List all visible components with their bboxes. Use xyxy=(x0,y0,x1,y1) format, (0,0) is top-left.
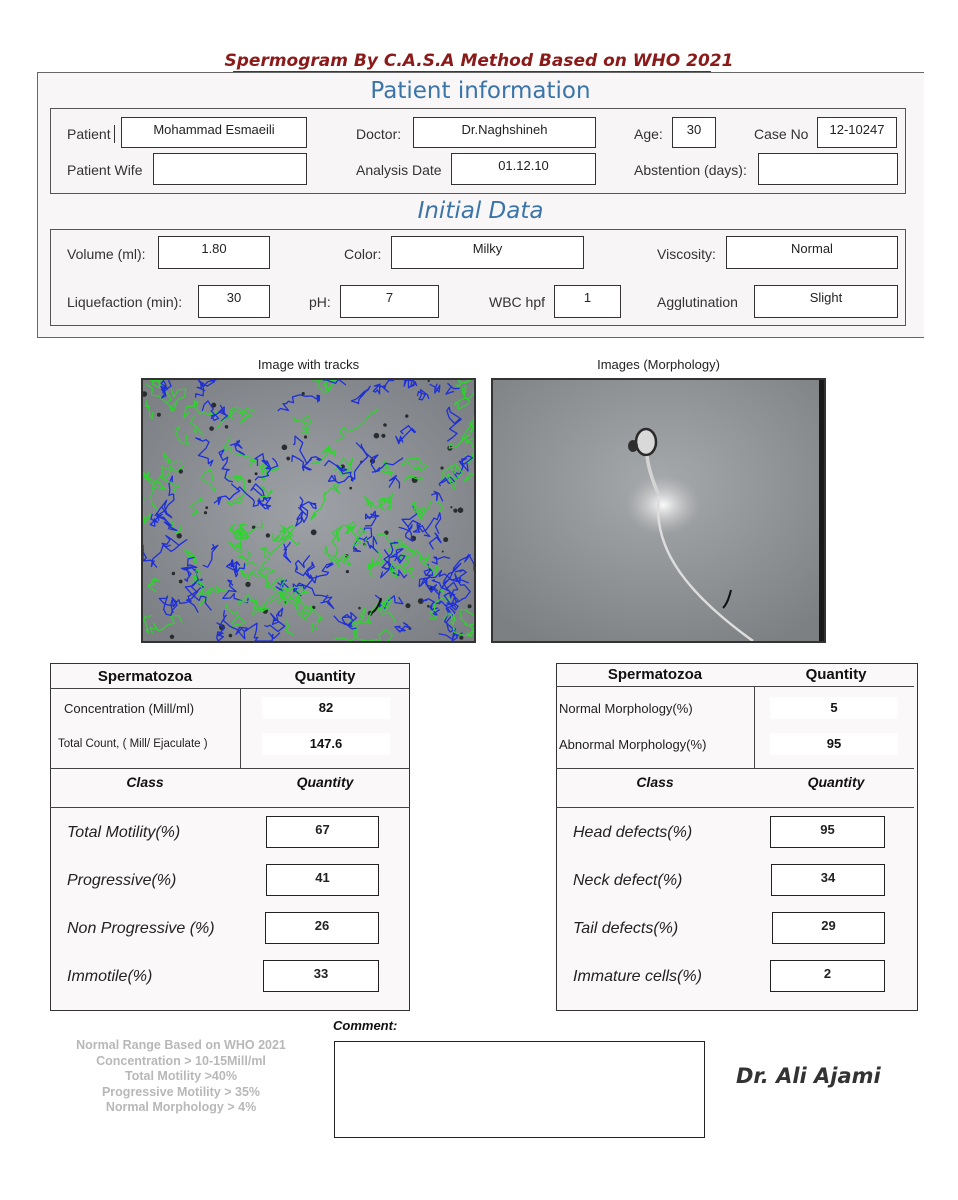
speck xyxy=(229,634,233,638)
liquefaction-label: Liquefaction (min): xyxy=(67,294,183,310)
initial-data-title: Initial Data xyxy=(417,198,544,224)
patient-label: Patient xyxy=(67,126,111,142)
tail-defects-value[interactable]: 29 xyxy=(772,912,885,944)
speck xyxy=(349,487,352,490)
neck-defect-label: Neck defect(%) xyxy=(573,872,683,889)
speck xyxy=(406,603,411,608)
speck xyxy=(179,580,183,584)
neck-defect-value[interactable]: 34 xyxy=(771,864,885,896)
speck xyxy=(172,572,175,575)
ph-label: pH: xyxy=(309,294,331,310)
speck xyxy=(459,636,463,640)
patient-wife-label: Patient Wife xyxy=(67,162,143,178)
speck xyxy=(266,533,270,537)
abstention-label: Abstention (days): xyxy=(634,162,747,178)
total-motility-label: Total Motility(%) xyxy=(67,824,181,841)
left-column-divider xyxy=(240,688,241,768)
speck xyxy=(468,604,472,608)
immature-cells-value[interactable]: 2 xyxy=(770,960,885,992)
liquefaction-field[interactable]: 30 xyxy=(198,285,270,318)
right-header-quantity: Quantity xyxy=(805,666,867,683)
left-header-quantity: Quantity xyxy=(294,668,356,685)
report-title: Spermogram By C.A.S.A Method Based on WHO 2021 xyxy=(224,51,734,71)
patient-wife-field[interactable] xyxy=(153,153,307,185)
left-class-rule-bottom xyxy=(50,807,410,808)
volume-field[interactable]: 1.80 xyxy=(158,236,270,269)
right-column-divider xyxy=(754,686,755,768)
speck xyxy=(358,607,361,610)
non-progressive-label: Non Progressive (%) xyxy=(67,920,215,937)
right-class-header: Class xyxy=(636,774,674,790)
speck xyxy=(304,435,307,438)
progressive-value[interactable]: 41 xyxy=(266,864,379,896)
speck xyxy=(440,466,443,469)
sperm-cell-graphic xyxy=(493,380,824,641)
left-header-rule xyxy=(50,688,410,689)
speck xyxy=(282,445,288,451)
normal-morphology-value: 5 xyxy=(770,697,898,719)
concentration-label: Concentration (Mill/ml) xyxy=(64,701,195,716)
progressive-label: Progressive(%) xyxy=(67,872,177,889)
tail-defects-label: Tail defects(%) xyxy=(573,920,679,937)
head-defects-value[interactable]: 95 xyxy=(770,816,885,848)
normal-range-line: Concentration > 10-15Mill/ml xyxy=(96,1053,266,1068)
doctor-signature: Dr. Ali Ajami xyxy=(736,1064,881,1088)
abnormal-morphology-value: 95 xyxy=(770,733,898,755)
speck xyxy=(302,392,305,395)
left-class-header: Class xyxy=(126,774,164,790)
analysis-date-field[interactable]: 01.12.10 xyxy=(451,153,596,185)
patient-info-title: Patient information xyxy=(370,78,591,104)
volume-label: Volume (ml): xyxy=(67,246,146,262)
age-label: Age: xyxy=(634,126,663,142)
tracks-image xyxy=(141,378,476,643)
speck xyxy=(205,506,208,509)
abnormal-morphology-label: Abnormal Morphology(%) xyxy=(559,737,707,752)
normal-range-line: Progressive Motility > 35% xyxy=(101,1084,261,1099)
wbc-field[interactable]: 1 xyxy=(554,285,621,318)
speck xyxy=(248,479,252,483)
right-header-rule xyxy=(556,686,914,687)
speck xyxy=(311,529,317,535)
motion-tracks-graphic xyxy=(143,380,474,641)
normal-range-line: Normal Range Based on WHO 2021 xyxy=(76,1038,286,1052)
tracks-caption: Image with tracks xyxy=(257,357,360,372)
wbc-label: WBC hpf xyxy=(489,294,546,310)
viscosity-label: Viscosity: xyxy=(657,246,716,262)
color-label: Color: xyxy=(344,246,382,262)
normal-range-line: Normal Morphology > 4% xyxy=(105,1100,257,1114)
speck xyxy=(209,426,214,431)
speck xyxy=(374,433,380,439)
comment-label: Comment: xyxy=(333,1018,398,1033)
speck xyxy=(204,511,207,514)
analysis-date-label: Analysis Date xyxy=(356,162,442,178)
case-number-field[interactable]: 12-10247 xyxy=(817,117,897,148)
left-class-rule-top xyxy=(50,768,410,769)
doctor-field[interactable]: Dr.Naghshineh xyxy=(413,117,596,148)
speck xyxy=(255,472,258,475)
ph-field[interactable]: 7 xyxy=(340,285,439,318)
speck xyxy=(225,425,229,429)
concentration-value: 82 xyxy=(262,697,390,719)
immature-cells-label: Immature cells(%) xyxy=(573,968,702,985)
speck xyxy=(427,605,430,608)
comment-field[interactable] xyxy=(334,1041,705,1138)
agglutination-label: Agglutination xyxy=(657,294,738,310)
head-defects-label: Head defects(%) xyxy=(573,824,693,841)
right-class-rule-bottom xyxy=(556,807,914,808)
normal-range-line: Total Motility >40% xyxy=(125,1069,237,1083)
viscosity-field[interactable]: Normal xyxy=(726,236,898,269)
left-header-spermatozoa: Spermatozoa xyxy=(97,668,193,685)
total-count-label: Total Count, ( Mill/ Ejaculate ) xyxy=(58,738,208,750)
patient-label-divider xyxy=(114,125,115,143)
speck xyxy=(405,414,408,417)
speck xyxy=(245,582,250,587)
speck xyxy=(346,570,349,573)
normal-morphology-label: Normal Morphology(%) xyxy=(559,701,693,716)
right-header-spermatozoa: Spermatozoa xyxy=(607,666,703,683)
color-field[interactable]: Milky xyxy=(391,236,584,269)
speck xyxy=(450,506,452,508)
patient-name-field[interactable]: Mohammad Esmaeili xyxy=(121,117,307,148)
total-count-value: 147.6 xyxy=(262,733,390,755)
right-class-quantity-header: Quantity xyxy=(807,774,865,790)
speck xyxy=(177,533,182,538)
non-progressive-value[interactable]: 26 xyxy=(265,912,379,944)
speck xyxy=(442,551,444,553)
case-label: Case No xyxy=(754,126,809,142)
speck xyxy=(381,434,385,438)
morphology-caption: Images (Morphology) xyxy=(597,357,720,372)
left-class-quantity-header: Quantity xyxy=(296,774,354,790)
immotile-label: Immotile(%) xyxy=(67,968,153,985)
speck xyxy=(383,423,387,427)
speck xyxy=(453,509,457,513)
speck xyxy=(170,635,174,639)
speck xyxy=(286,457,290,461)
right-class-rule-top xyxy=(556,768,914,769)
speck xyxy=(157,413,161,417)
abstention-field[interactable] xyxy=(758,153,898,185)
speck xyxy=(458,507,464,513)
normal-range-notes xyxy=(50,1038,312,1116)
agglutination-field[interactable]: Slight xyxy=(754,285,898,318)
total-motility-value[interactable]: 67 xyxy=(266,816,379,848)
immotile-value[interactable]: 33 xyxy=(263,960,379,992)
age-field[interactable]: 30 xyxy=(672,117,716,148)
morphology-image xyxy=(491,378,826,643)
speck xyxy=(443,537,448,542)
doctor-label: Doctor: xyxy=(356,126,402,142)
